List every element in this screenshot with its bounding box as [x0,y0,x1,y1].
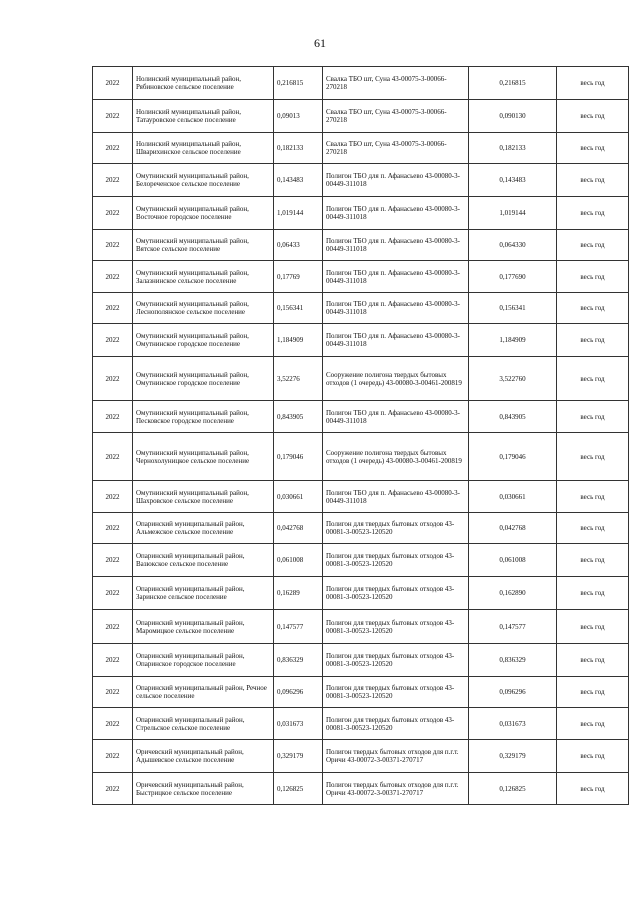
table-cell-value-2: 0,843905 [469,401,557,433]
table-cell-period: весь год [557,740,629,773]
table-cell-value-2: 0,090130 [469,100,557,133]
table-cell-value-2: 1,019144 [469,197,557,230]
table-cell-object: Полигон ТБО для п. Афанасьево 43-00080-3-00449-311018 [323,293,469,324]
table-row [93,677,629,708]
table-cell-value: 0,061008 [274,544,323,577]
table-cell-value-2: 0,126825 [469,773,557,805]
table-cell-value: 1,184909 [274,324,323,357]
table-cell-object: Свалка ТБО шт, Суна 43-00075-3-00066-270218 [323,133,469,164]
table-cell-object: Свалка ТБО шт, Суна 43-00075-3-00066-270218 [323,100,469,133]
table-cell-year: 2022 [93,740,133,773]
table-cell-period: весь год [557,67,629,100]
table-cell-year: 2022 [93,67,133,100]
table-cell-object: Полигон ТБО для п. Афанасьево 43-00080-3-00449-311018 [323,230,469,261]
table-cell-value: 0,17769 [274,261,323,293]
table-cell-period: весь год [557,644,629,677]
table-cell-value: 0,030661 [274,481,323,513]
table-cell-area: Опаринский муниципальный район, Стрельское сельское поселение [133,708,274,740]
table-cell-object: Полигон для твердых бытовых отходов 43-00081-3-00523-120520 [323,544,469,577]
table-cell-object: Полигон для твердых бытовых отходов 43-00081-3-00523-120520 [323,708,469,740]
table-row [93,577,629,610]
table-row [93,401,629,433]
table-cell-year: 2022 [93,100,133,133]
table-cell-object: Полигон ТБО для п. Афанасьево 43-00080-3-00449-311018 [323,481,469,513]
table-cell-value: 0,836329 [274,644,323,677]
table-cell-area: Опаринский муниципальный район, Речное сельское поселение [133,677,274,708]
table-cell-area: Опаринский муниципальный район, Опаринское городское поселение [133,644,274,677]
table-cell-value-2: 0,216815 [469,67,557,100]
table-cell-value-2: 0,836329 [469,644,557,677]
table-cell-area: Нолинский муниципальный район, Татауровское сельское поселение [133,100,274,133]
table-cell-value: 0,06433 [274,230,323,261]
table-row [93,324,629,357]
table-row [93,433,629,481]
table-cell-area: Опаринский муниципальный район, Альмежское сельское поселение [133,513,274,544]
table-cell-value-2: 0,031673 [469,708,557,740]
table-cell-value: 0,843905 [274,401,323,433]
table-cell-value: 0,216815 [274,67,323,100]
table-cell-year: 2022 [93,293,133,324]
table-cell-value-2: 1,184909 [469,324,557,357]
table-cell-area: Оричевский муниципальный район, Адышевское сельское поселение [133,740,274,773]
table-cell-value-2: 0,143483 [469,164,557,197]
table-cell-year: 2022 [93,544,133,577]
table-cell-object: Полигон твердых бытовых отходов для п.г.т. Оричи 43-00072-3-00371-270717 [323,740,469,773]
table-cell-period: весь год [557,164,629,197]
table-cell-period: весь год [557,100,629,133]
table-row [93,481,629,513]
table-cell-year: 2022 [93,577,133,610]
table-row [93,164,629,197]
table-cell-object: Полигон ТБО для п. Афанасьево 43-00080-3-00449-311018 [323,401,469,433]
table-cell-value: 0,147577 [274,610,323,644]
table-cell-value: 0,16289 [274,577,323,610]
table-cell-year: 2022 [93,324,133,357]
table-cell-object: Полигон для твердых бытовых отходов 43-00081-3-00523-120520 [323,577,469,610]
table-row [93,740,629,773]
table-cell-area: Омутнинский муниципальный район, Омутнинское городское поселение [133,357,274,401]
table-cell-period: весь год [557,433,629,481]
table-cell-period: весь год [557,577,629,610]
table-cell-object: Полигон для твердых бытовых отходов 43-00081-3-00523-120520 [323,513,469,544]
table-row [93,197,629,230]
table-cell-period: весь год [557,357,629,401]
table-cell-object: Полигон ТБО для п. Афанасьево 43-00080-3-00449-311018 [323,324,469,357]
table-cell-year: 2022 [93,773,133,805]
table-cell-value: 0,182133 [274,133,323,164]
table-cell-year: 2022 [93,481,133,513]
table-cell-area: Оричевский муниципальный район, Быстрицкое сельское поселение [133,773,274,805]
table-cell-value: 0,09013 [274,100,323,133]
table-cell-value: 0,329179 [274,740,323,773]
table-row [93,773,629,805]
table-cell-value-2: 0,156341 [469,293,557,324]
table-cell-period: весь год [557,133,629,164]
table-cell-object: Полигон твердых бытовых отходов для п.г.т. Оричи 43-00072-3-00371-270717 [323,773,469,805]
table-cell-year: 2022 [93,164,133,197]
table-cell-year: 2022 [93,708,133,740]
table-cell-value-2: 0,162890 [469,577,557,610]
table-row [93,708,629,740]
table-row [93,67,629,100]
table-cell-object: Полигон ТБО для п. Афанасьево 43-00080-3-00449-311018 [323,197,469,230]
table-cell-value-2: 3,522760 [469,357,557,401]
table-cell-object: Полигон для твердых бытовых отходов 43-00081-3-00523-120520 [323,677,469,708]
table-cell-value-2: 0,329179 [469,740,557,773]
table-cell-area: Омутнинский муниципальный район, Омутнинское городское поселение [133,324,274,357]
table-cell-period: весь год [557,230,629,261]
table-cell-period: весь год [557,544,629,577]
table-cell-value-2: 0,030661 [469,481,557,513]
table-row [93,100,629,133]
table-cell-year: 2022 [93,610,133,644]
table-cell-area: Нолинский муниципальный район, Рябиновское сельское поселение [133,67,274,100]
table-row [93,293,629,324]
table-cell-area: Омутнинский муниципальный район, Залазнинское сельское поселение [133,261,274,293]
table-cell-year: 2022 [93,230,133,261]
table-cell-value: 0,143483 [274,164,323,197]
table-cell-year: 2022 [93,513,133,544]
table-cell-year: 2022 [93,197,133,230]
table-cell-period: весь год [557,513,629,544]
table-row [93,261,629,293]
table-cell-value-2: 0,147577 [469,610,557,644]
table-cell-area: Омутнинский муниципальный район, Вятское сельское поселение [133,230,274,261]
table-cell-value-2: 0,064330 [469,230,557,261]
table-cell-value-2: 0,179046 [469,433,557,481]
table-cell-area: Омутнинский муниципальный район, Белореченское сельское поселение [133,164,274,197]
table-cell-area: Омутнинский муниципальный район, Леснополянское сельское поселение [133,293,274,324]
table-cell-year: 2022 [93,644,133,677]
table-cell-value-2: 0,042768 [469,513,557,544]
page-number: 61 [314,36,326,50]
table-cell-area: Опаринский муниципальный район, Вазюкское сельское поселение [133,544,274,577]
table-cell-value: 3,52276 [274,357,323,401]
table-cell-value-2: 0,182133 [469,133,557,164]
table-cell-year: 2022 [93,261,133,293]
table-row [93,513,629,544]
table-cell-period: весь год [557,324,629,357]
table-cell-period: весь год [557,481,629,513]
table-cell-area: Омутнинский муниципальный район, Шахровское сельское поселение [133,481,274,513]
table-cell-value: 0,156341 [274,293,323,324]
table-cell-period: весь год [557,708,629,740]
table-cell-area: Омутнинский муниципальный район, Чернохолуницкое сельское поселение [133,433,274,481]
table-cell-area: Омутнинский муниципальный район, Песковское городское поселение [133,401,274,433]
table-cell-period: весь год [557,197,629,230]
table-cell-object: Полигон ТБО для п. Афанасьево 43-00080-3-00449-311018 [323,261,469,293]
table-cell-value: 0,096296 [274,677,323,708]
table-cell-value-2: 0,096296 [469,677,557,708]
table-cell-period: весь год [557,677,629,708]
table-cell-value-2: 0,061008 [469,544,557,577]
table-cell-year: 2022 [93,677,133,708]
table-cell-value: 0,031673 [274,708,323,740]
table-cell-object: Сооружение полигона твердых бытовых отходов (1 очередь) 43-00080-3-00461-200819 [323,357,469,401]
table-row [93,610,629,644]
table-body [93,67,629,805]
table-cell-object: Полигон ТБО для п. Афанасьево 43-00080-3-00449-311018 [323,164,469,197]
table-cell-object: Сооружение полигона твердых бытовых отходов (1 очередь) 43-00080-3-00461-200819 [323,433,469,481]
table-cell-year: 2022 [93,433,133,481]
table-cell-year: 2022 [93,133,133,164]
table-cell-object: Полигон для твердых бытовых отходов 43-00081-3-00523-120520 [323,644,469,677]
table-cell-value-2: 0,177690 [469,261,557,293]
table-cell-period: весь год [557,293,629,324]
table-row [93,357,629,401]
table-cell-year: 2022 [93,401,133,433]
table-cell-area: Нолинский муниципальный район, Шварихинское сельское поселение [133,133,274,164]
table-row [93,644,629,677]
table-cell-value: 1,019144 [274,197,323,230]
table-cell-area: Опаринский муниципальный район, Заринское сельское поселение [133,577,274,610]
table-row [93,133,629,164]
table-cell-area: Опаринский муниципальный район, Маромицкое сельское поселение [133,610,274,644]
table-row [93,544,629,577]
table-cell-object: Свалка ТБО шт, Суна 43-00075-3-00066-270218 [323,67,469,100]
table-cell-object: Полигон для твердых бытовых отходов 43-00081-3-00523-120520 [323,610,469,644]
table-cell-period: весь год [557,610,629,644]
table-cell-year: 2022 [93,357,133,401]
table-cell-period: весь год [557,261,629,293]
table-cell-value: 0,126825 [274,773,323,805]
table-cell-value: 0,042768 [274,513,323,544]
data-table [92,66,629,805]
table-row [93,230,629,261]
table-cell-period: весь год [557,773,629,805]
table-cell-period: весь год [557,401,629,433]
table-cell-area: Омутнинский муниципальный район, Восточное городское поселение [133,197,274,230]
table-cell-value: 0,179046 [274,433,323,481]
